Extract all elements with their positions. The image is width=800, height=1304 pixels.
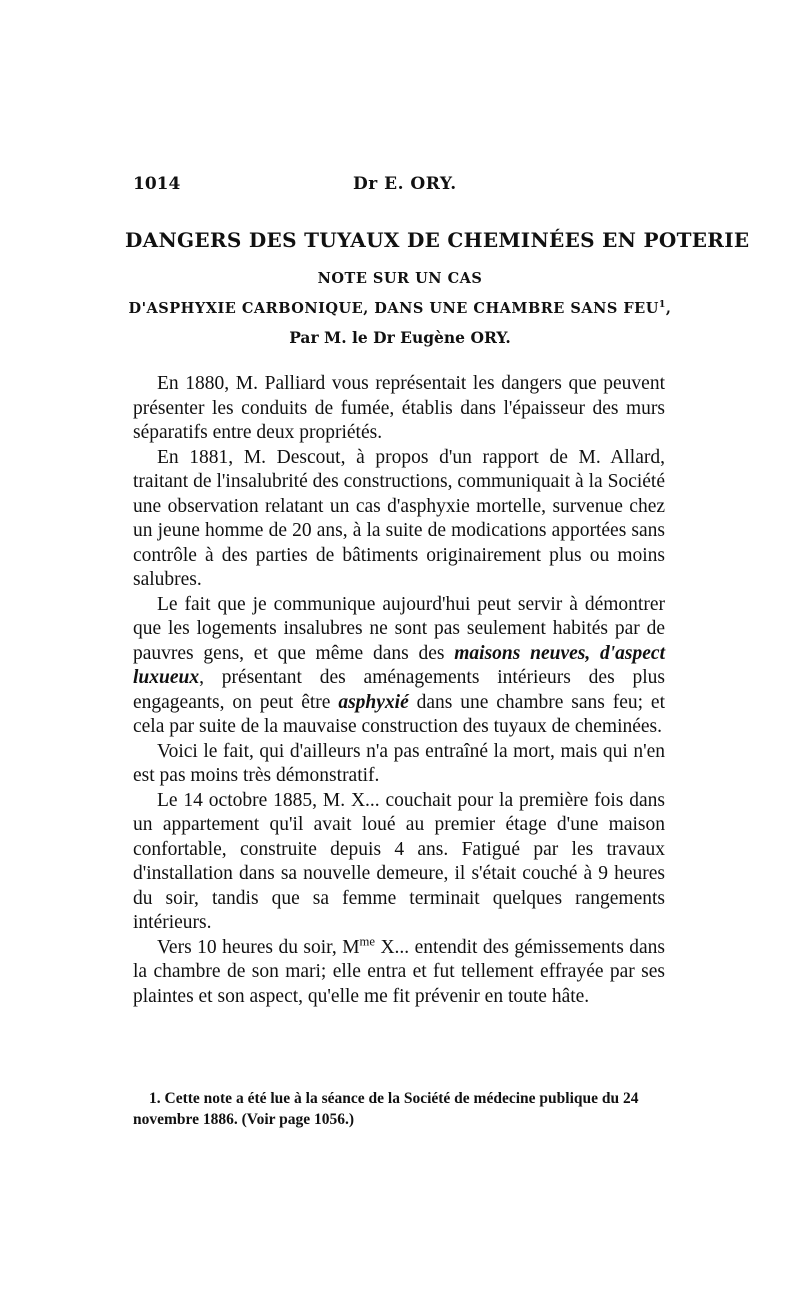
paragraph-2: En 1881, M. Descout, à propos d'un rapport de M. Allard, traitant de l'insalubrité des constructions, communiquait à la Société une observation relatant un cas d'asphyxie mortelle, survenue chez un jeune homme de 20 ans, à la suite de modications apportées sans contrôle à des parties de bâtiments originairement plus ou moins salubres.	[133, 446, 665, 590]
paragraph-6-part-a: Vers 10 heures du soir, M	[157, 936, 360, 958]
article-body	[133, 372, 665, 1009]
paragraph-5: Le 14 octobre 1885, M. X... couchait pour la première fois dans un appartement qu'il avait loué au premier étage d'une maison confortable, construite depuis 4 ans. Fatigué par les travaux d'installation dans sa nouvelle demeure, il s'était couché à 9 heures du soir, tandis que sa femme terminait quelques rangements intérieurs.	[133, 789, 665, 933]
footnote-reference: 1	[658, 299, 666, 311]
paragraph-3-part-c: dans une chambre sans feu; et cela par suite de la mauvaise construction des tuyaux de cheminées.	[133, 691, 665, 737]
paragraph-6-superscript: me	[359, 934, 376, 948]
paragraph-1: En 1880, M. Palliard vous représentait les dangers que peuvent présenter les conduits de fumée, établis dans l'épaisseur des murs séparatifs entre deux propriétés.	[133, 373, 665, 443]
running-header	[133, 174, 665, 198]
running-title: Dr E. ORY.	[353, 174, 457, 194]
subtitle-line-1: NOTE SUR UN CAS	[317, 270, 483, 287]
paragraph-6	[133, 936, 665, 1010]
footnote-text: Cette note a été lue à la séance de la Société de médecine publique du 24 novembre 1886. (Voir page 1056.)	[133, 1090, 639, 1128]
paragraph-3-emphasis-2: asphyxié	[338, 691, 409, 713]
paragraph-4: Voici le fait, qui d'ailleurs n'a pas entraîné la mort, mais qui n'en est pas moins très démonstratif.	[133, 740, 665, 786]
paragraph-6-part-b: X... entendit des gémissements dans la chambre de son mari; elle entra et fut tellement effrayée par ses plaintes et son aspect, qu'elle me fit prévenir en toute hâte.	[133, 936, 665, 1007]
subtitle-line-2-text: D'ASPHYXIE CARBONIQUE, DANS UNE CHAMBRE SANS FEU	[128, 300, 659, 317]
paragraph-3-part-b: , présentant des aménagements intérieurs des plus engageants, on peut être	[133, 667, 665, 713]
byline: Par M. le Dr Eugène ORY.	[289, 328, 511, 347]
article-title: DANGERS DES TUYAUX DE CHEMINÉES EN POTERIE	[125, 228, 750, 252]
subtitle-line-2: D'ASPHYXIE CARBONIQUE, DANS UNE CHAMBRE SANS FEU$^1$,	[128, 299, 672, 317]
paragraph-3-part-a: Le fait que je communique aujourd'hui peut servir à démontrer que les logements insalubres ne sont pas seulement habités par de pauvres gens, et que même dans des	[133, 593, 665, 664]
paragraph-3-emphasis-1: maisons neuves, d'aspect luxueux	[133, 642, 665, 688]
footnote	[133, 1088, 673, 1130]
paragraph-3	[133, 593, 665, 740]
footnote-number: 1.	[149, 1090, 161, 1107]
page-number: 1014	[133, 174, 181, 194]
